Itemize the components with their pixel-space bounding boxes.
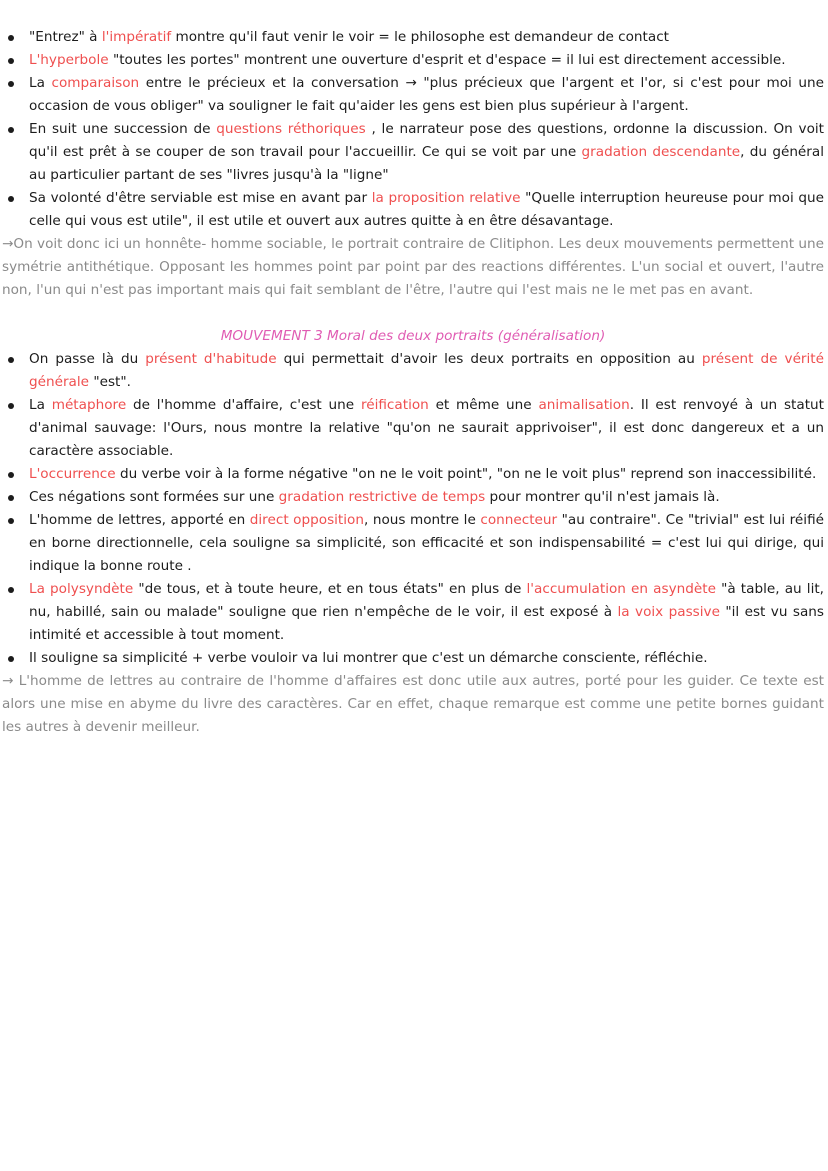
movement-3-analysis-list [2,348,826,670]
movement-3-conclusion: → L'homme de lettres au contraire de l'homme d'affaires est donc utile aux autres, porté pour les guider. Ce texte est alors une mise en abyme du livre des caractères. Car en effet, chaque remarque est comme une petite bornes guidant les autres à devenir meilleur. [2,673,824,735]
list-item: Il souligne sa simplicité + verbe vouloir va lui montrer que c'est un démarche consciente, réfléchie. [2,647,826,670]
movement-2-analysis-list [2,26,826,233]
highlighted-term: La polysyndète [29,581,134,597]
highlighted-term: L'occurrence [29,466,116,482]
highlighted-term: réification [360,397,429,413]
highlighted-term: gradation descendante [581,144,741,160]
highlighted-term: la voix passive [617,604,720,620]
list-item: L'occurrence du verbe voir à la forme négative "on ne le voit point", "on ne le voit plus" reprend son inaccessibilité. [2,463,826,486]
list-item: La métaphore de l'homme d'affaire, c'est une réification et même une animalisation. Il est renvoyé à un statut d'animal sauvage: l'Ours, nous montre la relative "qu'on ne saurait apprivoiser", il est donc dangereux et a un caractère associable. [2,394,826,463]
list-item: Ces négations sont formées sur une gradation restrictive de temps pour montrer qu'il n'est jamais là. [2,486,826,509]
arrow-right-icon: → [2,673,14,689]
list-item: La comparaison entre le précieux et la conversation → "plus précieux que l'argent et l'or, si c'est pour moi une occasion de vous obliger" va souligner le fait qu'aider les gens est bien plus supérieur à l'argent. [2,72,826,118]
list-item: La polysyndète "de tous, et à toute heure, et en tous états" en plus de l'accumulation en asyndète "à table, au lit, nu, habillé, sain ou malade" souligne que rien n'empêche de le voir, il est exposé à la voix passive "il est vu sans intimité et accessible à tout moment. [2,578,826,647]
highlighted-term: questions réthoriques [216,121,366,137]
highlighted-term: comparaison [51,75,140,91]
list-item: En suit une succession de questions réthoriques , le narrateur pose des questions, ordonne la discussion. On voit qu'il est prêt à se couper de son travail pour l'accueillir. Ce qui se voit par une gradation descendante, du général au particulier partant de ses "livres jusqu'à la "ligne" [2,118,826,187]
movement-2-conclusion: →On voit donc ici un honnête- homme sociable, le portrait contraire de Clitiphon. Les deux mouvements permettent une symétrie antithétique. Opposant les hommes point par point par des reactions différentes. L'un social et ouvert, l'autre non, l'un qui n'est pas important mais qui fait semblant de l'être, l'autre qui l'est mais ne le met pas en avant. [2,236,824,298]
highlighted-term: métaphore [51,397,127,413]
list-item: L'hyperbole "toutes les portes" montrent une ouverture d'esprit et d'espace = il lui est directement accessible. [2,49,826,72]
highlighted-term: présent de vérité générale [29,351,824,390]
list-item: L'homme de lettres, apporté en direct opposition, nous montre le connecteur "au contraire". Ce "trivial" est lui réifié en borne directionnelle, cela souligne sa simplicité, son efficacité et son indispensabilité = c'est lui qui dirige, qui indique la bonne route . [2,509,826,578]
highlighted-term: gradation restrictive de temps [278,489,486,505]
highlighted-term: animalisation [538,397,630,413]
highlighted-term: l'accumulation en asyndète [526,581,716,597]
highlighted-term: direct opposition [249,512,364,528]
highlighted-term: L'hyperbole [29,52,109,68]
highlighted-term: connecteur [480,512,558,528]
highlighted-term: la proposition relative [371,190,521,206]
highlighted-term: l'impératif [101,29,172,45]
arrow-right-icon: → [2,236,14,252]
list-item: "Entrez" à l'impératif montre qu'il faut venir le voir = le philosophe est demandeur de contact [2,26,826,49]
section-heading: MOUVEMENT 3 Moral des deux portraits (généralisation) [220,328,606,344]
highlighted-term: présent d'habitude [145,351,277,367]
list-item: On passe là du présent d'habitude qui permettait d'avoir les deux portraits en opposition au présent de vérité générale "est". [2,348,826,394]
list-item: Sa volonté d'être serviable est mise en avant par la proposition relative "Quelle interruption heureuse pour moi que celle qui vous est utile", il est utile et ouvert aux autres quitte à en être désavantage. [2,187,826,233]
